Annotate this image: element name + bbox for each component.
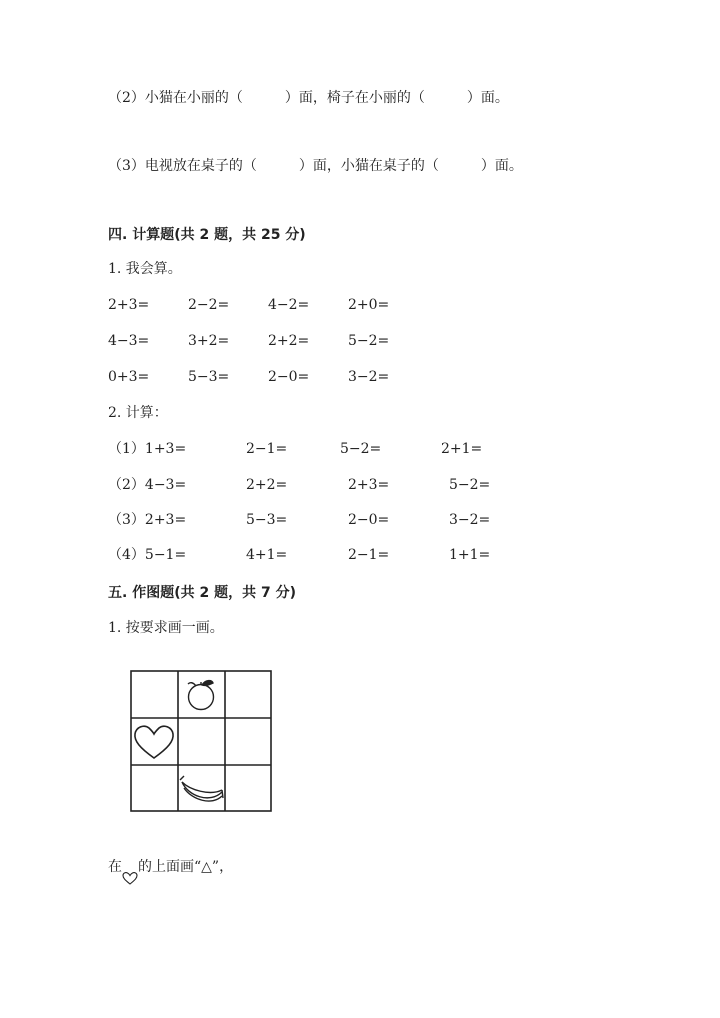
q1-problem: 2+0= bbox=[348, 297, 390, 313]
q1-problem: 2−0= bbox=[268, 369, 310, 385]
section-4-q1-title: 1. 我会算。 bbox=[108, 261, 182, 277]
q2-problem: 2+1= bbox=[441, 441, 483, 457]
q1-problem: 3−2= bbox=[348, 369, 390, 385]
q2-problem: 5−2= bbox=[449, 477, 491, 493]
q2-problem: 5−3= bbox=[246, 512, 288, 528]
q2-problem: 2+2= bbox=[246, 477, 288, 493]
q2-problem: 2−1= bbox=[348, 547, 390, 563]
q1-problem: 5−2= bbox=[348, 333, 390, 349]
q2-problem: 2+3= bbox=[348, 477, 390, 493]
q2-problem: 3−2= bbox=[449, 512, 491, 528]
q1-problem: 4−3= bbox=[108, 333, 150, 349]
section-4-heading: 四. 计算题(共 2 题，共 25 分) bbox=[108, 227, 306, 243]
q2-problem: 5−2= bbox=[340, 441, 382, 457]
q2-problem: 4+1= bbox=[246, 547, 288, 563]
q1-problem: 2+2= bbox=[268, 333, 310, 349]
instruction-before: 在 bbox=[108, 859, 122, 875]
q2-problem: 2−0= bbox=[348, 512, 390, 528]
section-4-q2-title: 2. 计算： bbox=[108, 405, 168, 421]
q2-problem: （3）2+3= bbox=[108, 512, 187, 528]
apple-icon bbox=[188, 681, 214, 710]
q1-problem: 4−2= bbox=[268, 297, 310, 313]
q1-problem: 3+2= bbox=[188, 333, 230, 349]
q1-problem: 2+3= bbox=[108, 297, 150, 313]
q2-problem: （1）1+3= bbox=[108, 441, 187, 457]
q1-problem: 0+3= bbox=[108, 369, 150, 385]
small-heart-icon bbox=[122, 871, 138, 885]
heart-icon bbox=[135, 726, 173, 758]
q2-problem: （2）4−3= bbox=[108, 477, 187, 493]
q2-problem: 1+1= bbox=[449, 547, 491, 563]
q1-problem: 2−2= bbox=[188, 297, 230, 313]
instruction-after: 的上面画“△”， bbox=[138, 859, 234, 875]
q2-problem: （4）5−1= bbox=[108, 547, 187, 563]
q1-problem: 5−3= bbox=[188, 369, 230, 385]
question-3-text: （3）电视放在桌子的（ ）面，小猫在桌子的（ ）面。 bbox=[108, 158, 523, 174]
grid-lines bbox=[131, 671, 271, 811]
q2-problem: 2−1= bbox=[246, 441, 288, 457]
section-5-heading: 五. 作图题(共 2 题，共 7 分) bbox=[108, 585, 296, 601]
banana-icon bbox=[180, 776, 223, 801]
section-5-q1-title: 1. 按要求画一画。 bbox=[108, 620, 224, 636]
question-2-text: （2）小猫在小丽的（ ）面，椅子在小丽的（ ）面。 bbox=[108, 90, 509, 106]
position-grid bbox=[130, 670, 272, 812]
